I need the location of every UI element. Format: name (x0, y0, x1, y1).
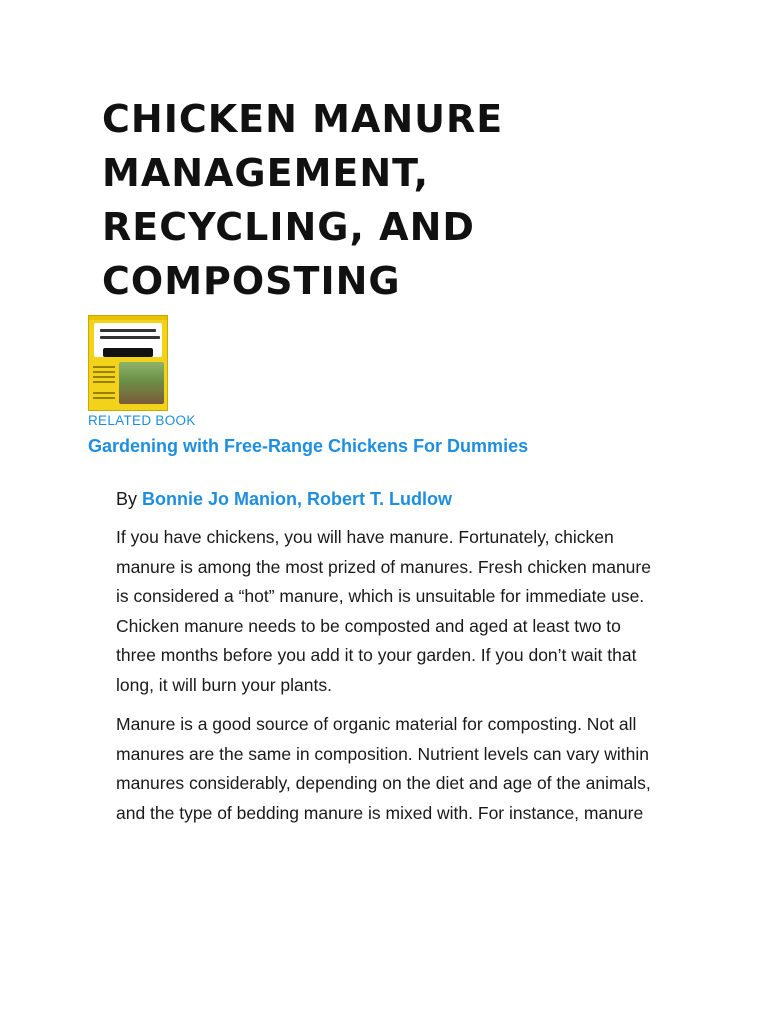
cover-text-line (93, 376, 115, 378)
byline (116, 487, 452, 511)
related-book-link[interactable]: Gardening with Free-Range Chickens For Dummies (88, 436, 529, 456)
article-body (116, 523, 656, 838)
page-title: CHICKEN MANURE MANAGEMENT, RECYCLING, AND COMPOSTING (102, 97, 504, 303)
related-book-label: RELATED BOOK (88, 413, 196, 428)
cover-title-line (100, 329, 156, 332)
book-cover-image[interactable] (88, 315, 168, 411)
cover-dummies-logo (103, 348, 153, 357)
cover-band (89, 316, 167, 320)
author-link-bonnie-jo-manion[interactable]: Bonnie Jo Manion, (142, 489, 303, 509)
cover-text-line (93, 366, 115, 368)
cover-text-line (93, 397, 115, 399)
cover-text-line (93, 371, 115, 373)
body-paragraph: If you have chickens, you will have manure. Fortunately, chicken manure is among the most prized of manures. Fresh chicken manure is considered a “hot” manure, which is unsuitable for immediate use. Chicken manure needs to be composted and aged at least two to three months before you add it to your garden. If you don’t wait that long, it will burn your plants. (116, 527, 651, 695)
cover-text-line (93, 381, 115, 383)
byline-prefix: By (116, 489, 138, 509)
cover-text-line (93, 392, 115, 394)
author-link-robert-ludlow[interactable]: Robert T. Ludlow (307, 489, 453, 509)
cover-title-line (100, 336, 160, 339)
cover-chicken-photo (119, 362, 164, 404)
body-paragraph: Manure is a good source of organic material for composting. Not all manures are the same in composition. Nutrient levels can vary within manures considerably, depending on the diet and age of the animals, and the type of bedding manure is mixed with. For instance, manure (116, 714, 651, 823)
